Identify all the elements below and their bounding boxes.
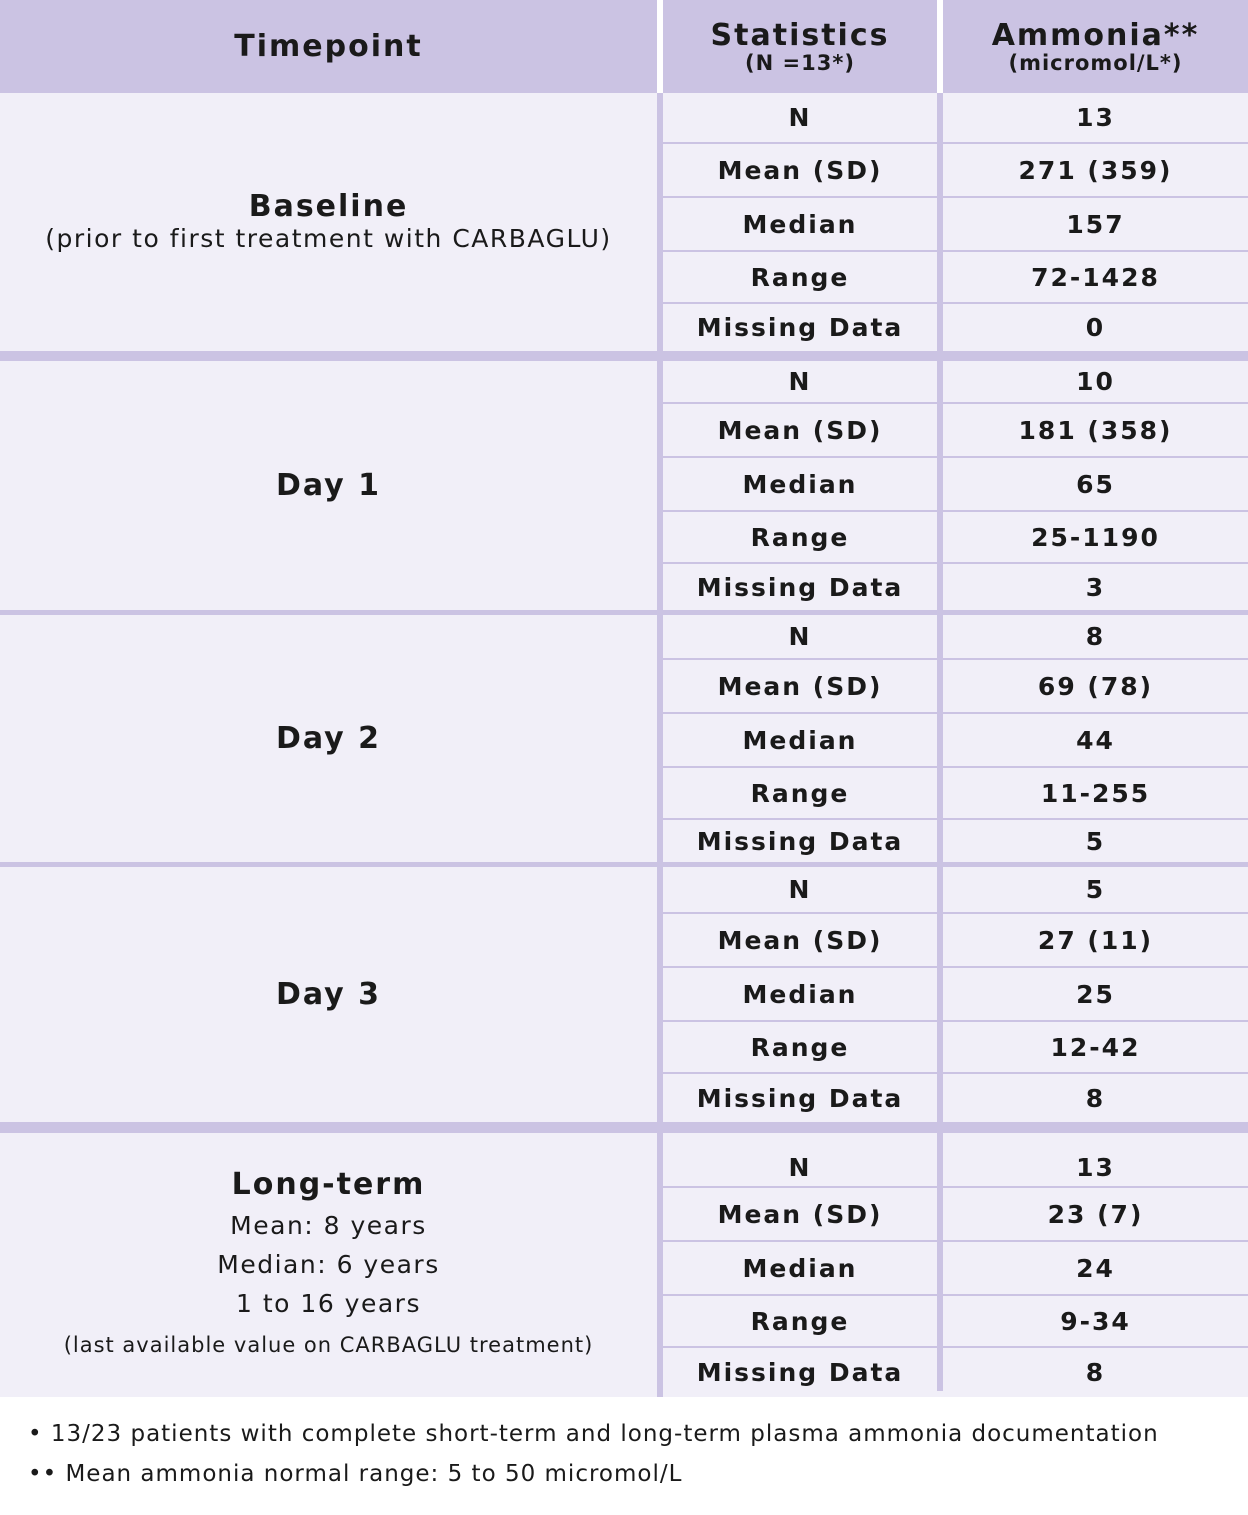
stat-label: Mean (SD) <box>717 415 883 445</box>
stat-label: Range <box>750 522 850 552</box>
stat-label: Missing Data <box>696 826 904 856</box>
table-row <box>663 914 1248 966</box>
table-row <box>663 660 1248 712</box>
table-row <box>663 1133 1248 1186</box>
timepoint-title: Long-term <box>231 1166 426 1202</box>
table-row <box>663 404 1248 456</box>
stat-label: Median <box>742 725 858 755</box>
table-row <box>663 867 1248 912</box>
timepoint-subtitle: (prior to first treatment with CARBAGLU) <box>45 224 612 253</box>
stat-value: 69 (78) <box>1037 671 1154 701</box>
stat-value: 0 <box>1085 313 1106 342</box>
table-row <box>663 564 1248 610</box>
timepoint-detail: Mean: 8 years <box>230 1210 427 1240</box>
header-timepoint-label: Timepoint <box>234 28 423 64</box>
stat-value: 8 <box>1085 1358 1106 1387</box>
header-divider <box>937 0 943 93</box>
stat-value: 25-1190 <box>1031 522 1160 552</box>
timepoint-cell-day-3 <box>0 867 657 1122</box>
stat-label: Median <box>742 1253 858 1283</box>
table-row <box>663 361 1248 402</box>
stat-value: 13 <box>1076 1153 1115 1182</box>
header-statistics <box>663 0 937 93</box>
stat-label: Range <box>750 1306 850 1336</box>
table-header <box>0 0 1248 93</box>
stat-label: Mean (SD) <box>717 925 883 955</box>
timepoint-title: Day 3 <box>275 976 382 1012</box>
timepoint-detail: Median: 6 years <box>217 1249 440 1279</box>
timepoint-cell-baseline <box>0 93 657 351</box>
stat-value: 65 <box>1076 469 1115 499</box>
stat-label: Mean (SD) <box>717 155 883 185</box>
stat-label: Median <box>742 469 858 499</box>
stat-value: 24 <box>1076 1253 1115 1283</box>
stat-value: 5 <box>1085 826 1106 856</box>
stat-value: 12-42 <box>1050 1032 1141 1062</box>
table-row <box>663 714 1248 766</box>
group-day-2 <box>0 615 1248 862</box>
table-row <box>663 1022 1248 1072</box>
stat-label: Range <box>750 778 850 808</box>
header-ammonia-sub: (micromol/L*) <box>1008 50 1183 75</box>
table-row <box>663 1074 1248 1122</box>
stat-value: 181 (358) <box>1018 415 1173 445</box>
stat-value: 157 <box>1066 209 1125 239</box>
stat-label: Median <box>742 209 858 239</box>
stat-label: Range <box>750 262 850 292</box>
stat-value: 5 <box>1085 875 1106 904</box>
timepoint-note: (last available value on CARBAGLU treatment) <box>63 1332 594 1357</box>
stat-label: Range <box>750 1032 850 1062</box>
timepoint-title: Day 2 <box>275 720 382 756</box>
stat-value: 44 <box>1076 725 1115 755</box>
stat-label: N <box>788 622 812 651</box>
table-row <box>663 512 1248 562</box>
stat-value: 8 <box>1085 622 1106 651</box>
table-row <box>663 144 1248 196</box>
table-row <box>663 1188 1248 1240</box>
header-ammonia <box>943 0 1248 93</box>
stat-label: Median <box>742 979 858 1009</box>
stat-label: N <box>788 875 812 904</box>
footnotes <box>0 1397 1248 1515</box>
table-row <box>663 768 1248 818</box>
timepoint-detail: 1 to 16 years <box>236 1288 421 1318</box>
table-row <box>663 1348 1248 1397</box>
footnote: • 13/23 patients with complete short-term and long-term plasma ammonia documentation <box>28 1421 1159 1447</box>
group-separator <box>0 1122 1248 1133</box>
stat-label: Missing Data <box>696 313 904 342</box>
stat-value: 13 <box>1076 103 1115 132</box>
footnote: •• Mean ammonia normal range: 5 to 50 micromol/L <box>28 1461 683 1487</box>
group-day-1 <box>0 361 1248 610</box>
table-row <box>663 968 1248 1020</box>
table-row <box>663 198 1248 250</box>
stat-value: 72-1428 <box>1031 262 1160 292</box>
group-day-3 <box>0 867 1248 1122</box>
table-row <box>663 252 1248 302</box>
stat-label: Mean (SD) <box>717 671 883 701</box>
table-row <box>663 1242 1248 1294</box>
header-statistics-sub: (N =13*) <box>745 50 855 75</box>
stat-label: N <box>788 1153 812 1182</box>
stat-value: 8 <box>1085 1083 1106 1113</box>
header-statistics-label: Statistics <box>710 17 890 53</box>
header-ammonia-label: Ammonia** <box>991 17 1200 53</box>
timepoint-cell-long-term <box>0 1133 657 1397</box>
header-timepoint <box>0 0 657 93</box>
table-row <box>663 304 1248 351</box>
group-long-term <box>0 1133 1248 1397</box>
header-divider <box>657 0 663 93</box>
stat-value: 27 (11) <box>1037 925 1154 955</box>
group-baseline <box>0 93 1248 351</box>
timepoint-cell-day-2 <box>0 615 657 862</box>
stat-label: N <box>788 103 812 132</box>
table-row <box>663 1296 1248 1346</box>
stat-value: 11-255 <box>1040 778 1151 808</box>
timepoint-title: Baseline <box>248 189 409 224</box>
stat-label: Missing Data <box>696 1358 904 1387</box>
stat-label: Missing Data <box>696 572 904 602</box>
stat-value: 23 (7) <box>1047 1199 1144 1229</box>
stat-value: 271 (359) <box>1018 155 1173 185</box>
stat-value: 3 <box>1085 572 1106 602</box>
timepoint-title: Day 1 <box>275 467 382 503</box>
stat-label: N <box>788 367 812 396</box>
timepoint-cell-day-1 <box>0 361 657 610</box>
table-row <box>663 820 1248 862</box>
table-row <box>663 93 1248 142</box>
stat-label: Mean (SD) <box>717 1199 883 1229</box>
table-row <box>663 615 1248 658</box>
group-separator <box>0 351 1248 361</box>
stat-value: 10 <box>1076 367 1115 396</box>
stat-label: Missing Data <box>696 1083 904 1113</box>
table-row <box>663 458 1248 510</box>
stat-value: 9-34 <box>1060 1306 1131 1336</box>
stat-value: 25 <box>1076 979 1115 1009</box>
